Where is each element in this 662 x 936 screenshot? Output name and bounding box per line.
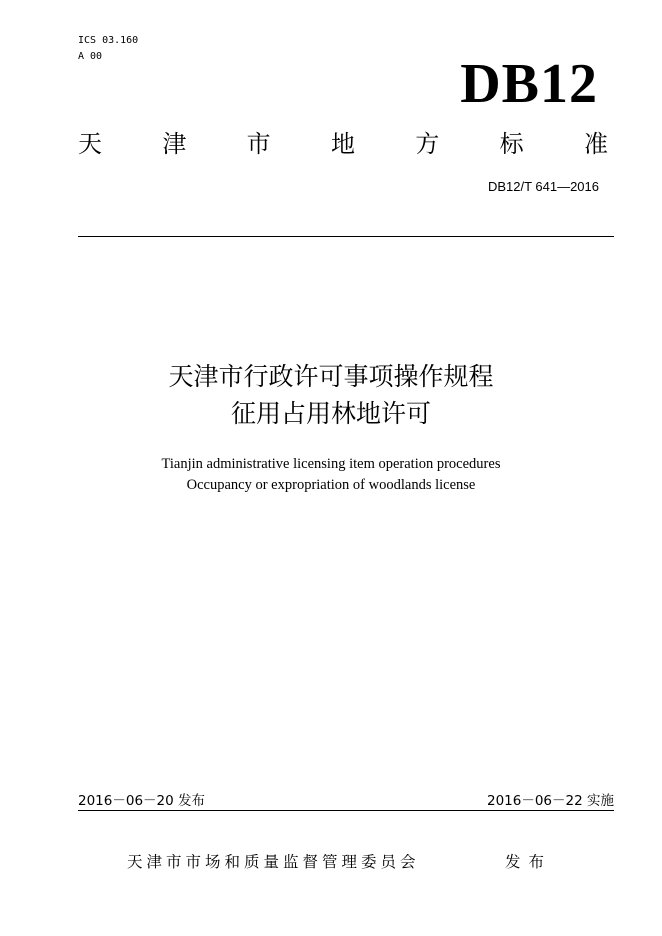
publisher-name: 天津市市场和质量监督管理委员会 xyxy=(127,853,420,871)
standard-code-logo: DB12 xyxy=(460,53,598,115)
ccs-code: A 00 xyxy=(78,51,103,62)
classification-codes xyxy=(78,33,138,65)
standard-number: DB12/T 641—2016 xyxy=(487,179,599,194)
standard-type-char: 准 xyxy=(583,130,608,158)
issue-date: 2016－06－20 发布 xyxy=(78,793,206,809)
standard-type-title xyxy=(78,127,608,161)
english-title-line-1: Tianjin administrative licensing item operation procedures xyxy=(161,456,501,472)
english-title-line-2: Occupancy or expropriation of woodlands license xyxy=(186,477,476,493)
header-divider xyxy=(78,236,614,237)
ics-code: ICS 03.160 xyxy=(78,35,139,46)
standard-type-char: 方 xyxy=(415,130,440,158)
standard-type-char: 市 xyxy=(246,130,271,158)
chinese-title-line-1: 天津市行政许可事项操作规程 xyxy=(168,362,494,391)
standard-type-char: 天 xyxy=(78,130,102,158)
standard-type-char: 标 xyxy=(499,130,524,158)
publish-label: 发布 xyxy=(505,853,553,871)
chinese-title-line-2: 征用占用林地许可 xyxy=(230,399,431,428)
implementation-date: 2016－06－22 实施 xyxy=(486,793,614,809)
footer-divider xyxy=(78,810,614,811)
standard-type-char: 地 xyxy=(330,130,355,158)
standard-type-char: 津 xyxy=(162,130,187,158)
